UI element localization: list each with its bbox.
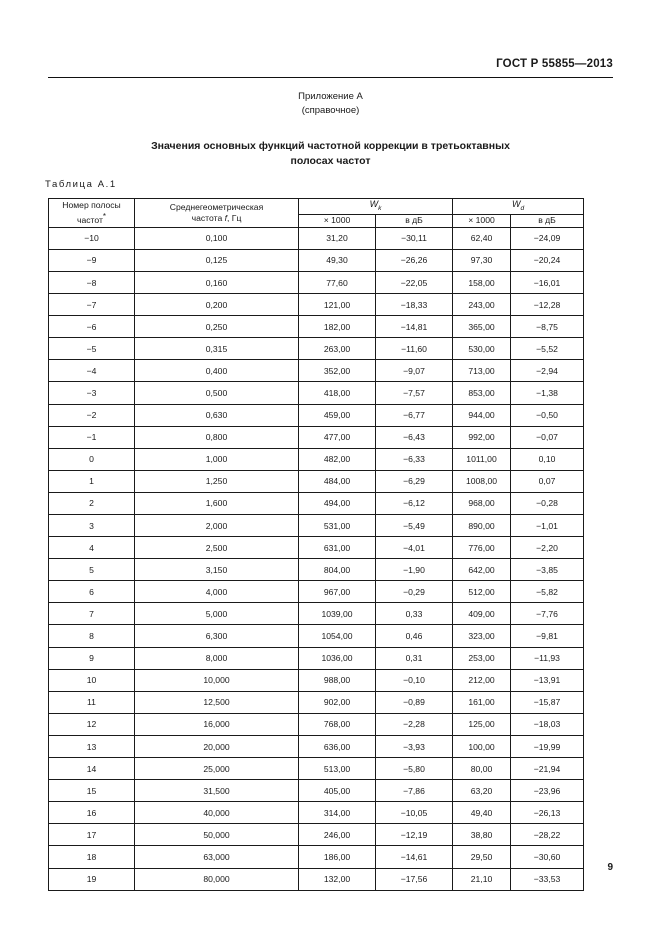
cell-band-number: 10 bbox=[49, 669, 135, 691]
header-rule bbox=[48, 77, 613, 78]
cell-wd-x1000: 158,00 bbox=[453, 271, 511, 293]
column-header-wd bbox=[453, 199, 584, 215]
cell-wd-db: −2,94 bbox=[511, 360, 584, 382]
cell-frequency: 0,315 bbox=[135, 338, 299, 360]
cell-wd-db: −9,81 bbox=[511, 625, 584, 647]
table-row bbox=[49, 581, 584, 603]
wk-symbol-letter: W bbox=[369, 199, 379, 209]
cell-wd-x1000: 713,00 bbox=[453, 360, 511, 382]
cell-wk-db: −6,43 bbox=[376, 426, 453, 448]
cell-wd-db: −0,50 bbox=[511, 404, 584, 426]
cell-wd-db: −12,28 bbox=[511, 294, 584, 316]
cell-wd-x1000: 409,00 bbox=[453, 603, 511, 625]
cell-frequency: 0,630 bbox=[135, 404, 299, 426]
cell-band-number: −2 bbox=[49, 404, 135, 426]
cell-band-number: −3 bbox=[49, 382, 135, 404]
cell-band-number: 11 bbox=[49, 691, 135, 713]
cell-wk-x1000: 182,00 bbox=[299, 316, 376, 338]
wk-symbol bbox=[369, 199, 382, 212]
cell-wd-db: −1,38 bbox=[511, 382, 584, 404]
cell-wk-db: −26,26 bbox=[376, 249, 453, 271]
frequency-symbol: f bbox=[224, 212, 228, 223]
cell-wd-x1000: 968,00 bbox=[453, 492, 511, 514]
page-title bbox=[110, 139, 551, 169]
cell-frequency: 0,250 bbox=[135, 316, 299, 338]
cell-frequency: 0,125 bbox=[135, 249, 299, 271]
cell-wd-x1000: 212,00 bbox=[453, 669, 511, 691]
table-row bbox=[49, 382, 584, 404]
cell-wd-db: −16,01 bbox=[511, 271, 584, 293]
cell-band-number: 7 bbox=[49, 603, 135, 625]
cell-wk-x1000: 31,20 bbox=[299, 227, 376, 249]
cell-wd-db: 0,07 bbox=[511, 470, 584, 492]
cell-frequency: 20,000 bbox=[135, 735, 299, 757]
cell-band-number: 15 bbox=[49, 780, 135, 802]
cell-wd-x1000: 642,00 bbox=[453, 559, 511, 581]
table-row bbox=[49, 404, 584, 426]
cell-wk-x1000: 77,60 bbox=[299, 271, 376, 293]
cell-wk-db: −0,89 bbox=[376, 691, 453, 713]
cell-frequency: 0,200 bbox=[135, 294, 299, 316]
cell-wd-db: 0,10 bbox=[511, 448, 584, 470]
cell-wd-x1000: 1011,00 bbox=[453, 448, 511, 470]
cell-wk-x1000: 1036,00 bbox=[299, 647, 376, 669]
column-header-wk bbox=[299, 199, 453, 215]
cell-wd-x1000: 1008,00 bbox=[453, 470, 511, 492]
cell-wd-db: −21,94 bbox=[511, 758, 584, 780]
cell-band-number: −7 bbox=[49, 294, 135, 316]
cell-wk-db: −30,11 bbox=[376, 227, 453, 249]
cell-wd-db: −33,53 bbox=[511, 868, 584, 890]
cell-frequency: 0,800 bbox=[135, 426, 299, 448]
cell-band-number: 14 bbox=[49, 758, 135, 780]
table-row bbox=[49, 316, 584, 338]
cell-band-number: −8 bbox=[49, 271, 135, 293]
cell-frequency: 40,000 bbox=[135, 802, 299, 824]
cell-wd-x1000: 853,00 bbox=[453, 382, 511, 404]
cell-wk-x1000: 768,00 bbox=[299, 713, 376, 735]
appendix-type: (справочное) bbox=[301, 104, 360, 116]
wd-symbol bbox=[511, 199, 525, 212]
cell-wk-db: −3,93 bbox=[376, 735, 453, 757]
cell-wd-x1000: 944,00 bbox=[453, 404, 511, 426]
table-row bbox=[49, 625, 584, 647]
cell-wd-x1000: 62,40 bbox=[453, 227, 511, 249]
column-header-wd-db: в дБ bbox=[511, 214, 584, 227]
cell-wk-db: −18,33 bbox=[376, 294, 453, 316]
cell-frequency: 12,500 bbox=[135, 691, 299, 713]
cell-wk-x1000: 513,00 bbox=[299, 758, 376, 780]
table-body bbox=[49, 227, 584, 890]
cell-frequency: 1,600 bbox=[135, 492, 299, 514]
cell-frequency: 8,000 bbox=[135, 647, 299, 669]
cell-wk-x1000: 804,00 bbox=[299, 559, 376, 581]
page-title-line2: полосах частот bbox=[290, 155, 371, 167]
cell-wk-x1000: 132,00 bbox=[299, 868, 376, 890]
cell-wk-x1000: 631,00 bbox=[299, 537, 376, 559]
cell-wk-db: −11,60 bbox=[376, 338, 453, 360]
cell-band-number: −6 bbox=[49, 316, 135, 338]
column-header-wk-db: в дБ bbox=[376, 214, 453, 227]
cell-band-number: 16 bbox=[49, 802, 135, 824]
page-header bbox=[48, 58, 613, 80]
page-title-line1: Значения основных функций частотной коррекции в третьоктавных bbox=[151, 140, 510, 152]
cell-wk-db: −6,12 bbox=[376, 492, 453, 514]
table-row bbox=[49, 294, 584, 316]
cell-band-number: 13 bbox=[49, 735, 135, 757]
cell-wk-x1000: 531,00 bbox=[299, 515, 376, 537]
cell-wd-x1000: 29,50 bbox=[453, 846, 511, 868]
cell-wk-db: −6,33 bbox=[376, 448, 453, 470]
cell-wd-db: −20,24 bbox=[511, 249, 584, 271]
table-row bbox=[49, 691, 584, 713]
cell-wk-db: −6,77 bbox=[376, 404, 453, 426]
table-row bbox=[49, 559, 584, 581]
cell-wk-db: −22,05 bbox=[376, 271, 453, 293]
cell-wd-db: −11,93 bbox=[511, 647, 584, 669]
cell-wk-db: −5,49 bbox=[376, 515, 453, 537]
cell-wk-db: −2,28 bbox=[376, 713, 453, 735]
cell-wk-x1000: 405,00 bbox=[299, 780, 376, 802]
cell-wd-db: −24,09 bbox=[511, 227, 584, 249]
table-row bbox=[49, 758, 584, 780]
cell-wd-x1000: 161,00 bbox=[453, 691, 511, 713]
cell-frequency: 31,500 bbox=[135, 780, 299, 802]
cell-wd-db: −3,85 bbox=[511, 559, 584, 581]
footnote-marker: * bbox=[102, 211, 107, 221]
cell-frequency: 0,500 bbox=[135, 382, 299, 404]
table-row bbox=[49, 271, 584, 293]
cell-wk-x1000: 482,00 bbox=[299, 448, 376, 470]
cell-frequency: 3,150 bbox=[135, 559, 299, 581]
table-row bbox=[49, 338, 584, 360]
cell-wd-x1000: 38,80 bbox=[453, 824, 511, 846]
cell-wd-x1000: 125,00 bbox=[453, 713, 511, 735]
cell-frequency: 4,000 bbox=[135, 581, 299, 603]
cell-band-number: 8 bbox=[49, 625, 135, 647]
table-row bbox=[49, 360, 584, 382]
cell-band-number: 3 bbox=[49, 515, 135, 537]
cell-frequency: 0,400 bbox=[135, 360, 299, 382]
column-header-wd-x1000: × 1000 bbox=[453, 214, 511, 227]
cell-wk-x1000: 246,00 bbox=[299, 824, 376, 846]
cell-wk-x1000: 477,00 bbox=[299, 426, 376, 448]
cell-wk-x1000: 352,00 bbox=[299, 360, 376, 382]
page-number: 9 bbox=[607, 862, 613, 873]
cell-wk-db: −0,29 bbox=[376, 581, 453, 603]
cell-wd-db: −28,22 bbox=[511, 824, 584, 846]
cell-frequency: 2,500 bbox=[135, 537, 299, 559]
cell-wk-db: 0,31 bbox=[376, 647, 453, 669]
table-row bbox=[49, 470, 584, 492]
cell-wk-x1000: 418,00 bbox=[299, 382, 376, 404]
table-container bbox=[48, 198, 583, 891]
table-row bbox=[49, 824, 584, 846]
cell-wk-x1000: 186,00 bbox=[299, 846, 376, 868]
cell-wk-db: −4,01 bbox=[376, 537, 453, 559]
cell-wd-db: −1,01 bbox=[511, 515, 584, 537]
cell-band-number: 6 bbox=[49, 581, 135, 603]
cell-wk-x1000: 1054,00 bbox=[299, 625, 376, 647]
cell-frequency: 0,160 bbox=[135, 271, 299, 293]
cell-wk-db: −14,61 bbox=[376, 846, 453, 868]
cell-wk-x1000: 988,00 bbox=[299, 669, 376, 691]
cell-band-number: 5 bbox=[49, 559, 135, 581]
cell-frequency: 80,000 bbox=[135, 868, 299, 890]
cell-wk-x1000: 49,30 bbox=[299, 249, 376, 271]
cell-wk-db: −10,05 bbox=[376, 802, 453, 824]
cell-wd-db: −19,99 bbox=[511, 735, 584, 757]
cell-wd-x1000: 323,00 bbox=[453, 625, 511, 647]
cell-band-number: 2 bbox=[49, 492, 135, 514]
cell-wk-x1000: 314,00 bbox=[299, 802, 376, 824]
column-header-band-number bbox=[49, 199, 135, 228]
table-row bbox=[49, 713, 584, 735]
cell-wk-x1000: 494,00 bbox=[299, 492, 376, 514]
cell-wd-x1000: 243,00 bbox=[453, 294, 511, 316]
cell-wd-db: −13,91 bbox=[511, 669, 584, 691]
wd-symbol-letter: W bbox=[511, 199, 521, 209]
geometric-mean-line2-suffix: , Гц bbox=[227, 212, 242, 223]
cell-wk-x1000: 459,00 bbox=[299, 404, 376, 426]
geometric-mean-line1: Среднегеометрическая bbox=[169, 201, 264, 212]
cell-frequency: 6,300 bbox=[135, 625, 299, 647]
cell-wk-db: 0,33 bbox=[376, 603, 453, 625]
cell-wd-x1000: 21,10 bbox=[453, 868, 511, 890]
values-table bbox=[48, 198, 584, 891]
cell-wd-x1000: 512,00 bbox=[453, 581, 511, 603]
cell-wk-x1000: 902,00 bbox=[299, 691, 376, 713]
geometric-mean-line2-prefix: частота bbox=[191, 212, 225, 223]
table-row bbox=[49, 537, 584, 559]
cell-wk-db: −6,29 bbox=[376, 470, 453, 492]
cell-frequency: 10,000 bbox=[135, 669, 299, 691]
cell-band-number: 0 bbox=[49, 448, 135, 470]
cell-wd-x1000: 63,20 bbox=[453, 780, 511, 802]
cell-frequency: 63,000 bbox=[135, 846, 299, 868]
table-row bbox=[49, 249, 584, 271]
cell-wk-x1000: 967,00 bbox=[299, 581, 376, 603]
cell-wk-x1000: 121,00 bbox=[299, 294, 376, 316]
table-row bbox=[49, 448, 584, 470]
cell-wd-db: −15,87 bbox=[511, 691, 584, 713]
cell-wd-db: −2,20 bbox=[511, 537, 584, 559]
cell-band-number: 9 bbox=[49, 647, 135, 669]
cell-wd-db: −8,75 bbox=[511, 316, 584, 338]
cell-wd-x1000: 100,00 bbox=[453, 735, 511, 757]
cell-wd-x1000: 80,00 bbox=[453, 758, 511, 780]
column-header-wk-x1000: × 1000 bbox=[299, 214, 376, 227]
cell-wk-x1000: 484,00 bbox=[299, 470, 376, 492]
table-row bbox=[49, 735, 584, 757]
table-head bbox=[49, 199, 584, 228]
cell-band-number: 4 bbox=[49, 537, 135, 559]
cell-band-number: −4 bbox=[49, 360, 135, 382]
cell-wk-db: 0,46 bbox=[376, 625, 453, 647]
cell-wd-x1000: 530,00 bbox=[453, 338, 511, 360]
table-row bbox=[49, 780, 584, 802]
table-row bbox=[49, 647, 584, 669]
cell-wd-db: −5,82 bbox=[511, 581, 584, 603]
cell-band-number: −10 bbox=[49, 227, 135, 249]
cell-frequency: 5,000 bbox=[135, 603, 299, 625]
cell-band-number: 17 bbox=[49, 824, 135, 846]
cell-band-number: 12 bbox=[49, 713, 135, 735]
cell-band-number: −9 bbox=[49, 249, 135, 271]
cell-frequency: 2,000 bbox=[135, 515, 299, 537]
cell-wk-db: −17,56 bbox=[376, 868, 453, 890]
wd-symbol-subscript: d bbox=[520, 204, 525, 212]
cell-wk-db: −7,57 bbox=[376, 382, 453, 404]
cell-frequency: 0,100 bbox=[135, 227, 299, 249]
cell-wd-db: −26,13 bbox=[511, 802, 584, 824]
cell-wk-db: −0,10 bbox=[376, 669, 453, 691]
table-row bbox=[49, 669, 584, 691]
cell-wd-x1000: 97,30 bbox=[453, 249, 511, 271]
cell-frequency: 1,000 bbox=[135, 448, 299, 470]
cell-wk-db: −7,86 bbox=[376, 780, 453, 802]
table-row bbox=[49, 426, 584, 448]
cell-band-number: −5 bbox=[49, 338, 135, 360]
cell-wk-x1000: 1039,00 bbox=[299, 603, 376, 625]
cell-wd-x1000: 992,00 bbox=[453, 426, 511, 448]
table-row bbox=[49, 492, 584, 514]
wk-symbol-subscript: k bbox=[378, 204, 382, 212]
column-header-band-number-label: Номер полосы частот bbox=[62, 199, 121, 225]
cell-wd-x1000: 890,00 bbox=[453, 515, 511, 537]
cell-frequency: 50,000 bbox=[135, 824, 299, 846]
table-row bbox=[49, 802, 584, 824]
cell-wd-db: −0,07 bbox=[511, 426, 584, 448]
appendix-designation bbox=[0, 90, 661, 117]
cell-wk-db: −5,80 bbox=[376, 758, 453, 780]
cell-wd-db: −5,52 bbox=[511, 338, 584, 360]
cell-wd-x1000: 253,00 bbox=[453, 647, 511, 669]
column-header-geometric-mean-frequency bbox=[135, 199, 299, 228]
cell-frequency: 25,000 bbox=[135, 758, 299, 780]
cell-wd-db: −23,96 bbox=[511, 780, 584, 802]
cell-wd-db: −30,60 bbox=[511, 846, 584, 868]
table-row bbox=[49, 603, 584, 625]
table-caption: Таблица А.1 bbox=[45, 179, 117, 190]
cell-wk-db: −12,19 bbox=[376, 824, 453, 846]
cell-wd-x1000: 49,40 bbox=[453, 802, 511, 824]
cell-band-number: −1 bbox=[49, 426, 135, 448]
cell-band-number: 18 bbox=[49, 846, 135, 868]
appendix-label: Приложение А bbox=[298, 91, 363, 102]
cell-wk-db: −1,90 bbox=[376, 559, 453, 581]
table-row bbox=[49, 515, 584, 537]
cell-wd-x1000: 365,00 bbox=[453, 316, 511, 338]
cell-wk-x1000: 636,00 bbox=[299, 735, 376, 757]
cell-wk-x1000: 263,00 bbox=[299, 338, 376, 360]
cell-band-number: 19 bbox=[49, 868, 135, 890]
table-row bbox=[49, 227, 584, 249]
cell-wk-db: −9,07 bbox=[376, 360, 453, 382]
cell-frequency: 16,000 bbox=[135, 713, 299, 735]
cell-wd-x1000: 776,00 bbox=[453, 537, 511, 559]
cell-wd-db: −0,28 bbox=[511, 492, 584, 514]
standard-code: ГОСТ Р 55855—2013 bbox=[496, 58, 613, 70]
cell-wd-db: −18,03 bbox=[511, 713, 584, 735]
cell-wk-db: −14,81 bbox=[376, 316, 453, 338]
cell-band-number: 1 bbox=[49, 470, 135, 492]
cell-wd-db: −7,76 bbox=[511, 603, 584, 625]
cell-frequency: 1,250 bbox=[135, 470, 299, 492]
